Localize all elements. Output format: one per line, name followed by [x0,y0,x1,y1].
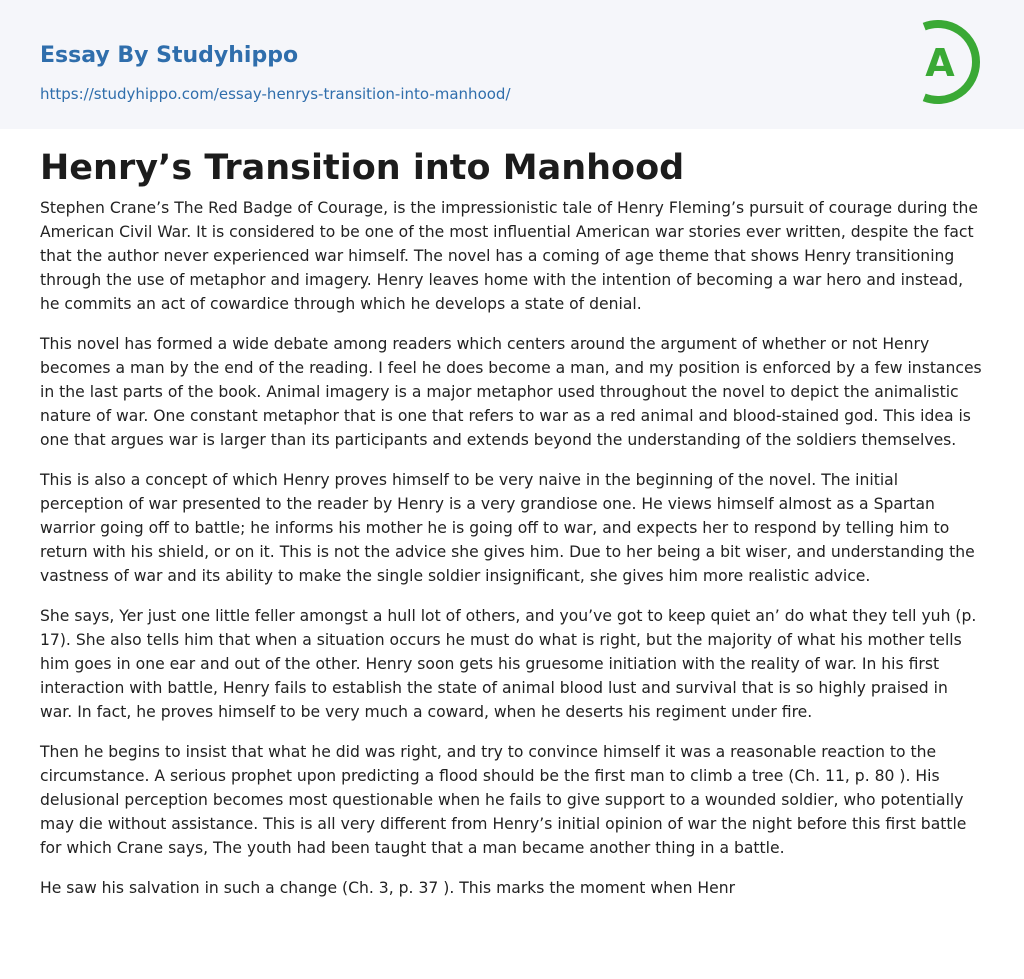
essay-paragraph-6: He saw his salvation in such a change (Ch. 3, p. 37 ). This marks the moment when Henr [40,879,736,897]
essay-title: Henry’s Transition into Manhood [40,148,685,188]
essay-url-link[interactable]: https://studyhippo.com/essay-henrys-transition-into-manhood/ [40,85,511,103]
site-title[interactable]: Essay By Studyhippo [40,43,299,68]
essay-paragraph-1: Stephen Crane’s The Red Badge of Courage, is the impressionistic tale of Henry Fleming’s pursuit of courage during the American Civil War. It is considered to be one of the most influential American war stories ever written, despite the fact that the author never experienced war himself. The novel has a coming of age theme that shows Henry transitioning through the use of metaphor and imagery. Henry leaves home with the intention of becoming a war hero and instead, he commits an act of cowardice through which he develops a state of denial. [40,199,978,313]
essay-paragraph-4: She says, Yer just one little feller amongst a hull lot of others, and you’ve got to keep quiet an’ do what they tell yuh (p. 17). She also tells him that when a situation occurs he must do what is right, but the majority of what his mother tells him goes in one ear and out of the other. Henry soon gets his gruesome initiation with the reality of war. In his first interaction with battle, Henry fails to establish the state of animal blood lust and survival that is so highly praised in war. In fact, he proves himself to be very much a coward, when he deserts his regiment under fire. [40,607,977,721]
essay-paragraph-5: Then he begins to insist that what he did was right, and try to convince himself it was a reasonable reaction to the circumstance. A serious prophet upon predicting a flood should be the first man to climb a tree (Ch. 11, p. 80 ). His delusional perception becomes most questionable when he fails to give support to a wounded soldier, who potentially may die without assistance. This is all very different from Henry’s initial opinion of war the night before this first battle for which Crane says, The youth had been taught that a man became another thing in a battle. [40,743,967,857]
studyhippo-logo-icon[interactable] [898,20,986,106]
logo-letter: A [925,41,955,85]
essay-paragraph-2: This novel has formed a wide debate among readers which centers around the argument of whether or not Henry becomes a man by the end of the reading. I feel he does become a man, and my position is enforced by a few instances in the last parts of the book. Animal imagery is a major metaphor used throughout the novel to depict the animalistic nature of war. One constant metaphor that is one that refers to war as a red animal and blood-stained god. This idea is one that argues war is larger than its participants and extends beyond the understanding of the soldiers themselves. [40,335,982,449]
essay-body [40,145,984,900]
site-header [0,0,1024,129]
essay-paragraph-3: This is also a concept of which Henry proves himself to be very naive in the beginning of the novel. The initial perception of war presented to the reader by Henry is a very grandiose one. He views himself almost as a Spartan warrior going off to battle; he informs his mother he is going off to war, and expects her to respond by telling him to return with his shield, or on it. This is not the advice she gives him. Due to her being a bit wiser, and understanding the vastness of war and its ability to make the single soldier insignificant, she gives him more realistic advice. [40,471,975,585]
